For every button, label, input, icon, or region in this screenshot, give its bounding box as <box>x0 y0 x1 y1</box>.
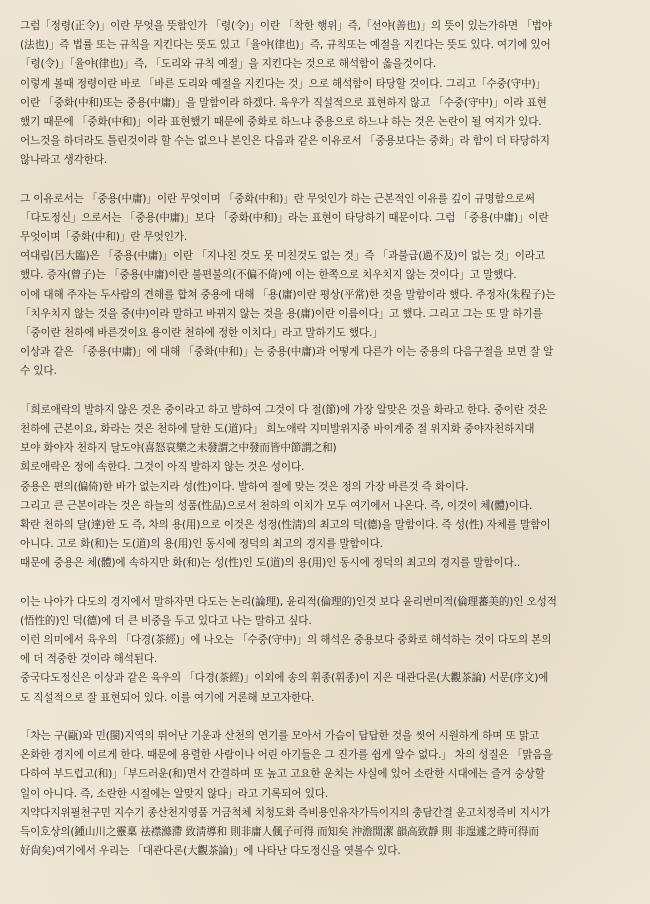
text-line: 여대림(呂大臨)은 「중용(中庸)」이란 「지나친 것도 못 미친것도 없는 것」즉 「과불급(過不及)이 없는 것」이라고 <box>20 250 545 263</box>
paragraph-gap <box>20 171 636 190</box>
text-line: 이는 나아가 다도의 경지에서 말하자면 다도는 논리(論理), 윤리적(倫理的)인것 보다 윤리번미적(倫理蕃美的)인 오성적 <box>20 595 557 608</box>
text-line: 했다. 증자(曾子)는 「중용(中庸)이란 불편불의(不偏不倚)에 이는 한쪽으로 치우치지 않는 것이다」고 말했다. <box>20 269 517 282</box>
text-line: 했기 때문에 「중화(中和)」이라 표현했기 때문에 중화로 하느냐 중용으로 하느냐 하는 것은 논란이 될 여지가 있다. <box>20 115 542 128</box>
text-line: 그럼「정령(正令)」이란 무엇을 뜻함인가 「령(令)」이란 「착한 행위」즉,「선야(善也)」의 뜻이 있는가하면 「법야 <box>20 20 552 32</box>
paragraph-sujung-interpretation <box>20 75 636 171</box>
text-line: 수 있다. <box>20 365 57 378</box>
text-line: 「중이란 천하에 바른것이요 용이란 천하에 정한 이치다」라고 말하기도 했다.」 <box>20 327 383 339</box>
text-line: 에 더 적중한 것이라 해석된다. <box>20 653 158 666</box>
text-line: (法也)」즉 법률 또는 규칙을 지킨다는 뜻도 있고「율야(律也)」즉, 규칙또는 예절을 지킨다는 뜻도 있다. 여기에 있어 <box>20 39 551 52</box>
paragraph-gap <box>20 573 636 592</box>
paragraph-ryeong-definition <box>20 17 636 75</box>
text-line: 확란 천하의 달(達)한 도 즉, 차의 용(用)으로 이것은 성정(性淸)의 최고의 덕(德)을 말함이다. 즉 성(性) 자체를 말함이 <box>20 518 551 531</box>
text-line: 어느것을 하더라도 틀린것이라 할 수는 없으나 본인은 다음과 같은 이유로서 「중용보다는 중화」라 함이 더 타당하지 <box>20 135 550 148</box>
text-line: 보야 화야자 천하지 달도야(喜怒哀樂之未發謂之中發而皆中節謂之和) <box>20 442 337 455</box>
text-line: 중국다도정신은 이상과 같은 육우의 「다경(茶經)」이외에 송의 휘종(휘종)이 지은 대관다론(大觀茶論) 서문(序文)에 <box>20 672 549 685</box>
text-line: 이에 대해 주자는 두사람의 견해를 합쳐 중용에 대해 「용(庸)이란 평상(平常)한 것을 말함이라 했다. 주정자(朱程子)는 <box>20 288 556 301</box>
text-line: 중용은 편의(偏倚)한 바가 없는지라 성(性)이다. 발하여 절에 맞는 것은 정의 가장 바른것 즉 화이다. <box>20 480 469 493</box>
text-line: 도 직설적으로 잘 표현되어 있다. 이를 여기에 거론해 보고자한다. <box>20 691 315 704</box>
text-line: 일이 아니다. 즉, 소란한 시절에는 알맞지 않다」라고 기록되어 있다. <box>20 787 329 800</box>
text-line: 「령(令)」「율야(律也)」즉, 「도리와 규칙 예절」을 지킨다는 것으로 해석함이 옳을것이다. <box>20 58 436 71</box>
paragraph-jungyong-definitions <box>20 247 636 381</box>
text-line: 이란 「중화(中和)또는 중용(中庸)」을 말함이라 하겠다. 육우가 직설적으로 표현하지 않고 「수중(守中)」이라 표현 <box>20 96 547 109</box>
text-line: 않나라고 생각한다. <box>20 154 108 167</box>
paragraph-daegwan-daron-quote <box>20 727 636 861</box>
text-line: 「다도정신」으로서는 「중용(中庸)」보다 「중화(中和)」라는 표현이 타당하기 때문이다. 그럼 「중용(中庸)」이란 <box>20 211 549 224</box>
paragraph-dado-interpretation <box>20 593 636 708</box>
text-line: 그 이유로서는 「중용(中庸)」이란 무엇이며 「중화(中和)」란 무엇인가 하는 근본적인 이유를 깊이 규명함으로써 <box>20 192 535 205</box>
text-line: 온화한 경지에 이르게 한다. 때문에 용렬한 사람이나 어린 아기들은 그 진가를 쉽게 알수 없다.」 차의 성질은 「맑음을 <box>20 749 553 762</box>
text-line: 다하여 부드럽고(和)」「부드러운(和)면서 간결하며 또 높고 고요한 운치는 사실에 있어 소란한 시대에는 즐겨 숭상할 <box>20 768 545 781</box>
text-line: 「치우치지 않는 것을 중(中)이라 말하고 바뀌지 않는 것을 용(庸)이란 이름이다」고 했다. 그리고 그는 또 말 하기를 <box>20 307 543 320</box>
paragraph-huiroaerak-quote <box>20 401 636 574</box>
text-line: 아니다. 고로 화(和)는 도(道)의 용(用)인 동시에 정덕의 최고의 경지를 말함이다. <box>20 538 383 551</box>
text-line: 때문에 중용은 체(體)에 속하지만 화(和)는 성(性)인 도(道)의 용(用)인 동시에 정덕의 최고의 경지를 말함이다.. <box>20 557 521 570</box>
text-line: 「희로애락의 발하지 않은 것은 중이라고 하고 발하여 그것이 다 절(節)에 가장 알맞은 것을 화라고 한다. 중이란 것은 <box>20 403 548 416</box>
paragraph-reason-intro <box>20 190 636 248</box>
text-line: 무엇이며「중화(中和)」란 무엇인가. <box>20 231 188 244</box>
text-line: 이런 의미에서 육우의 「다경(茶經)」에 나오는 「수중(守中)」의 해석은 중용보다 중화로 해석하는 것이 다도의 본의 <box>20 634 552 646</box>
paragraph-gap <box>20 382 636 401</box>
text-line: 그리고 큰 근본이라는 것은 하늘의 성품(性品)으로서 천하의 이치가 모두 여기에서 나온다. 즉, 이것이 체(體)이다. <box>20 499 533 512</box>
text-line: 「차는 구(甌)와 민(閩)지역의 뛰어난 기운과 산천의 연기를 모아서 가슴이 답답한 것을 씻어 시원하게 하며 또 맑고 <box>20 729 540 742</box>
text-line: 희로애락은 정에 속한다. 그것이 아직 발하지 않는 것은 성이다. <box>20 461 305 474</box>
text-line: 이렇게 볼때 정령이란 바로 「바른 도리와 예절을 지킨다는 것」으로 해석함이 타당할 것이다. 그리고「수중(守中)」 <box>20 77 546 90</box>
text-line: (悟性的)인 덕(德)에 더 큰 비중을 두고 있다고 나는 말하고 싶다. <box>20 614 312 627</box>
text-line: 이상과 같은 「중용(中庸)」에 대해 「중화(中和)」는 중용(中庸)과 어떻게 다른가 이는 중용의 다음구절을 보면 잘 알 <box>20 346 554 359</box>
text-line: 득이호상의(鍾山川之靈稟 祛襟滌滯 致淸導和 則非庸人偑子可得 而知矣 沖澹閒潔 韻高致靜 則 非遑遽之時可得而 <box>20 825 539 838</box>
paragraph-gap <box>20 708 636 727</box>
text-line: 지약다지위필천구민 지수기 종산천지영품 거금척체 치청도화 즉비용인유자가득이지의 충담간결 운고치정즉비 지시가 <box>20 806 550 819</box>
text-line: 천하에 근본이요, 화라는 것은 천하에 달한 도(道)다」 희노애락 지미발위지중 바이계중 절 위지화 중야자천하지대 <box>20 422 535 435</box>
text-line: 好尙矣)여기에서 우리는 「대관다론(大觀茶論)」에 나타난 다도정신을 엿볼수 있다. <box>20 845 401 858</box>
